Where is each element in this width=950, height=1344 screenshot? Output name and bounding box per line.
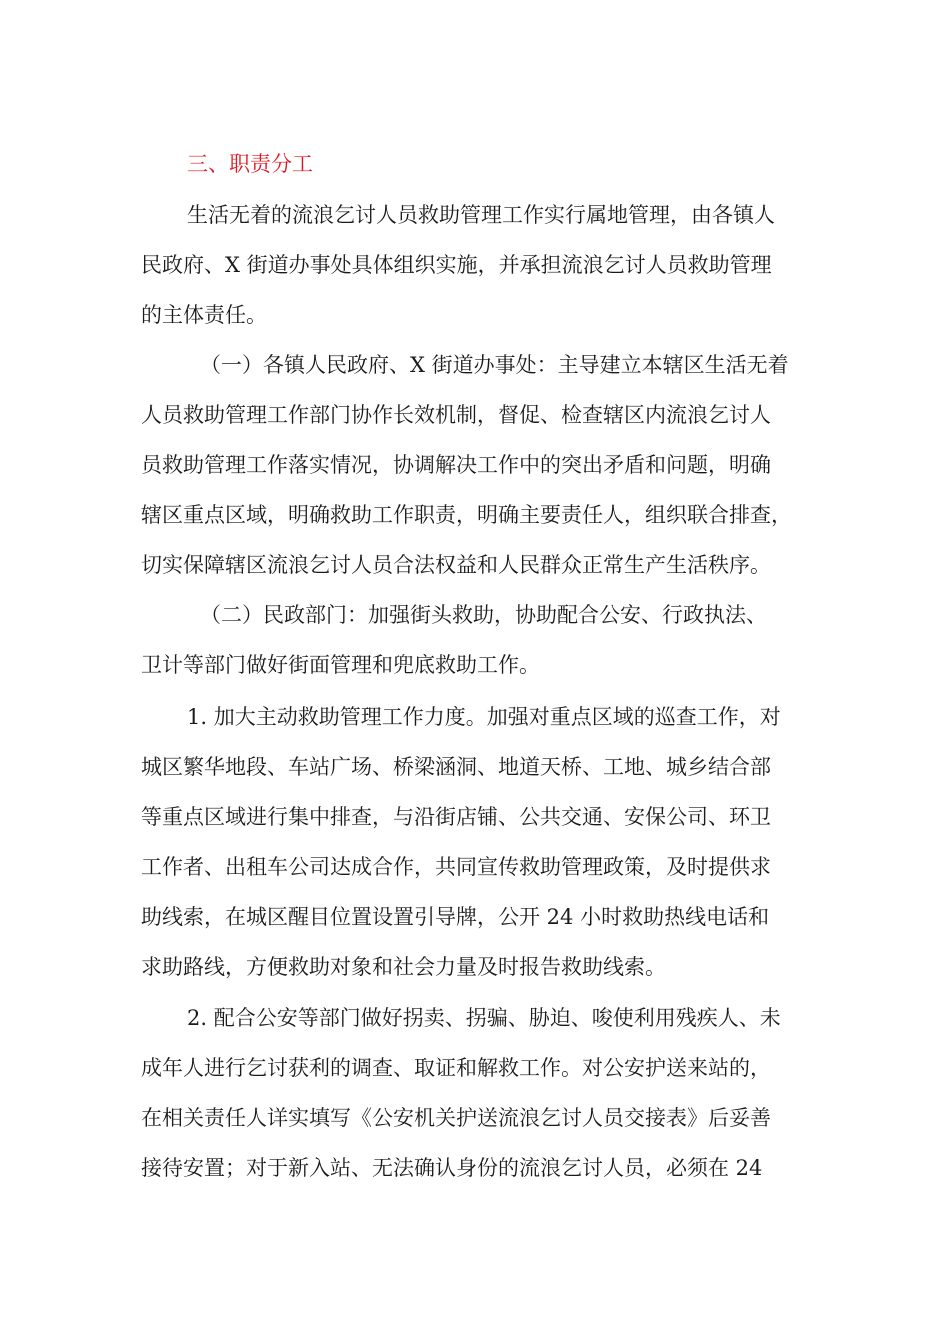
section-heading: 三、职责分工 [187,152,313,176]
text-line: 切实保障辖区流浪乞讨人员合法权益和人民群众正常生产生活秩序。 [141,553,771,577]
text-line: 民政府、X 街道办事处具体组织实施，并承担流浪乞讨人员救助管理 [141,253,772,277]
text-line: 城区繁华地段、车站广场、桥梁涵洞、地道天桥、工地、城乡结合部 [141,755,771,779]
text-line: 辖区重点区域，明确救助工作职责，明确主要责任人，组织联合排查， [141,503,792,527]
text-line: 生活无着的流浪乞讨人员救助管理工作实行属地管理，由各镇人 [187,203,775,227]
text-line: 在相关责任人详实填写《公安机关护送流浪乞讨人员交接表》后妥善 [141,1106,771,1130]
text-line: 接待安置；对于新入站、无法确认身份的流浪乞讨人员，必须在 24 [141,1156,763,1180]
text-line: 1. 加大主动救助管理工作力度。加强对重点区域的巡查工作，对 [187,705,781,729]
text-line: 卫计等部门做好街面管理和兜底救助工作。 [141,653,540,677]
text-line: 的主体责任。 [141,303,267,327]
text-line: （二）民政部门：加强街头救助，协助配合公安、行政执法、 [200,603,767,627]
text-line: 2. 配合公安等部门做好拐卖、拐骗、胁迫、唆使利用残疾人、未 [187,1006,781,1030]
text-line: 成年人进行乞讨获利的调查、取证和解救工作。对公安护送来站的， [141,1056,771,1080]
text-line: 员救助管理工作落实情况，协调解决工作中的突出矛盾和问题，明确 [141,453,771,477]
text-line: （一）各镇人民政府、X 街道办事处：主导建立本辖区生活无着 [200,353,789,377]
text-line: 求助路线，方便救助对象和社会力量及时报告救助线索。 [141,955,666,979]
text-line: 等重点区域进行集中排查，与沿街店铺、公共交通、安保公司、环卫 [141,805,771,829]
text-line: 工作者、出租车公司达成合作，共同宣传救助管理政策，及时提供求 [141,855,771,879]
text-line: 人员救助管理工作部门协作长效机制，督促、检查辖区内流浪乞讨人 [141,403,771,427]
text-line: 助线索，在城区醒目位置设置引导牌，公开 24 小时救助热线电话和 [141,905,770,929]
